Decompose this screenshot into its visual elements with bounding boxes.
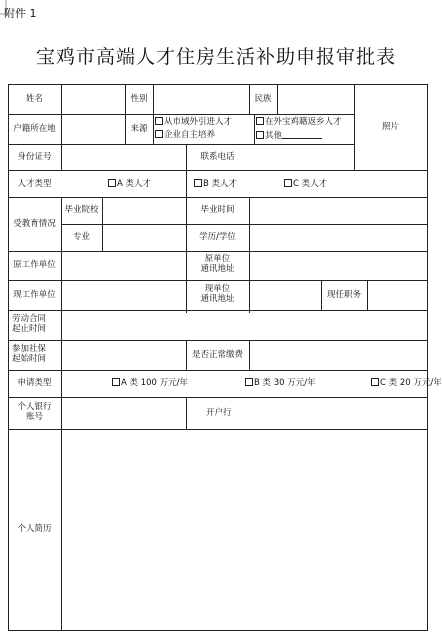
apply-option-b[interactable]: B 类 30 万元/年 bbox=[245, 378, 316, 388]
contract-label: 劳动合同 起止时间 bbox=[12, 314, 47, 334]
form-title: 宝鸡市高端人才住房生活补助申报审批表 bbox=[35, 46, 396, 68]
checkbox-icon bbox=[155, 117, 163, 125]
checkbox-icon bbox=[284, 179, 292, 187]
attachment-label: 附件 1 bbox=[4, 7, 37, 20]
apply-type-label: 申请类型 bbox=[17, 378, 52, 388]
checkbox-icon bbox=[155, 130, 163, 138]
talent-option-b[interactable]: B 类人才 bbox=[194, 179, 237, 189]
bank-name-field[interactable] bbox=[250, 398, 427, 429]
other-blank[interactable] bbox=[282, 130, 322, 139]
prev-unit-field[interactable] bbox=[62, 252, 186, 280]
name-label: 姓名 bbox=[25, 94, 43, 104]
prev-addr-field[interactable] bbox=[250, 252, 427, 280]
prev-addr-label: 原单位 通讯地址 bbox=[200, 254, 235, 274]
name-field[interactable] bbox=[62, 85, 125, 114]
grad-time-field[interactable] bbox=[250, 198, 427, 224]
source-option-self-trained[interactable]: 企业自主培养 bbox=[155, 130, 215, 140]
cur-addr-field[interactable] bbox=[250, 281, 321, 310]
major-field[interactable] bbox=[103, 225, 186, 251]
normal-pay-label: 是否正常缴费 bbox=[191, 350, 243, 360]
checkbox-icon bbox=[112, 378, 120, 386]
talent-option-c[interactable]: C 类人才 bbox=[284, 179, 327, 189]
application-form-table bbox=[8, 84, 442, 631]
cur-unit-field[interactable] bbox=[62, 281, 186, 310]
resume-field[interactable] bbox=[62, 430, 427, 630]
education-label: 受教育情况 bbox=[13, 219, 56, 229]
household-label: 户籍所在地 bbox=[13, 124, 56, 134]
apply-option-c[interactable]: C 类 20 万元/年 bbox=[371, 378, 442, 388]
degree-label: 学历/学位 bbox=[199, 232, 236, 242]
talent-type-label: 人才类型 bbox=[17, 179, 52, 189]
source-option-returnee[interactable]: 在外宝鸡籍返乡人才 bbox=[256, 117, 342, 127]
cur-unit-label: 现工作单位 bbox=[13, 290, 56, 300]
normal-pay-field[interactable] bbox=[250, 341, 427, 370]
checkbox-icon bbox=[371, 378, 379, 386]
ethnicity-field[interactable] bbox=[278, 85, 354, 114]
source-label: 来源 bbox=[130, 124, 148, 134]
id-label: 身份证号 bbox=[17, 152, 52, 162]
household-field[interactable] bbox=[62, 115, 125, 144]
phone-field[interactable] bbox=[250, 145, 354, 170]
major-label: 专业 bbox=[72, 232, 90, 242]
apply-option-a[interactable]: A 类 100 万元/年 bbox=[112, 378, 188, 388]
bank-account-label: 个人银行 账号 bbox=[17, 402, 52, 422]
checkbox-icon bbox=[256, 117, 264, 125]
cur-post-field[interactable] bbox=[368, 281, 427, 310]
checkbox-icon bbox=[256, 131, 264, 139]
social-label: 参加社保 起始时间 bbox=[12, 344, 47, 364]
gender-field[interactable] bbox=[154, 85, 249, 114]
checkbox-icon bbox=[245, 378, 253, 386]
phone-label: 联系电话 bbox=[200, 152, 235, 162]
checkbox-icon bbox=[108, 179, 116, 187]
school-label: 毕业院校 bbox=[64, 205, 99, 215]
cur-addr-label: 现单位 通讯地址 bbox=[200, 284, 235, 304]
bank-account-field[interactable] bbox=[62, 398, 186, 429]
gender-label: 性别 bbox=[130, 94, 148, 104]
degree-field[interactable] bbox=[250, 225, 427, 251]
social-field[interactable] bbox=[62, 341, 186, 370]
ethnicity-label: 民族 bbox=[254, 94, 272, 104]
resume-label: 个人简历 bbox=[17, 524, 52, 534]
source-option-other[interactable]: 其他 bbox=[256, 130, 322, 141]
id-field[interactable] bbox=[62, 145, 186, 170]
checkbox-icon bbox=[194, 179, 202, 187]
school-field[interactable] bbox=[103, 198, 186, 224]
source-option-outside-city[interactable]: 从市域外引进人才 bbox=[155, 117, 232, 127]
grad-time-label: 毕业时间 bbox=[200, 205, 235, 215]
contract-field[interactable] bbox=[62, 311, 427, 340]
prev-unit-label: 原工作单位 bbox=[13, 260, 56, 270]
bank-name-label: 开户行 bbox=[206, 408, 232, 418]
talent-option-a[interactable]: A 类人才 bbox=[108, 179, 151, 189]
photo-label: 照片 bbox=[381, 122, 399, 132]
cur-post-label: 现任职务 bbox=[326, 290, 361, 300]
